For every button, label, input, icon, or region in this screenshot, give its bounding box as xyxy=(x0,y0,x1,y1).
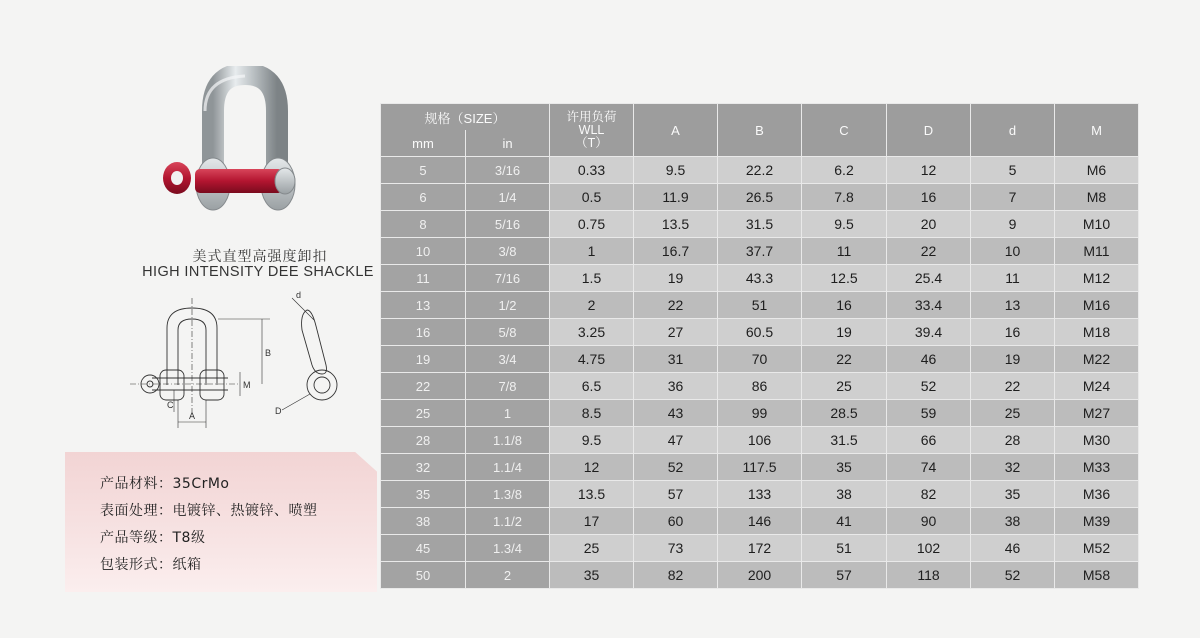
table-row xyxy=(381,427,1139,454)
table-cell: M39 xyxy=(1055,508,1139,535)
table-cell: 16 xyxy=(381,319,466,346)
table-cell: 6 xyxy=(381,184,466,211)
table-cell: 35 xyxy=(381,481,466,508)
table-cell: M58 xyxy=(1055,562,1139,589)
spec-packing: 包装形式：纸箱 xyxy=(100,557,202,573)
table-cell: 7/16 xyxy=(466,265,550,292)
table-cell: 11 xyxy=(381,265,466,292)
table-cell: 4.75 xyxy=(550,346,634,373)
table-cell: 37.7 xyxy=(718,238,802,265)
table-row xyxy=(381,535,1139,562)
spec-grade: 产品等级：T8级 xyxy=(100,530,206,546)
table-cell: 146 xyxy=(718,508,802,535)
table-cell: 7.8 xyxy=(802,184,887,211)
table-cell: 28 xyxy=(971,427,1055,454)
table-cell: M22 xyxy=(1055,346,1139,373)
table-cell: M30 xyxy=(1055,427,1139,454)
table-cell: 1.5 xyxy=(550,265,634,292)
table-cell: 52 xyxy=(887,373,971,400)
table-cell: 0.75 xyxy=(550,211,634,238)
table-cell: 11 xyxy=(802,238,887,265)
table-cell: 3/4 xyxy=(466,346,550,373)
table-cell: 47 xyxy=(634,427,718,454)
table-row xyxy=(381,157,1139,184)
drawing-label-b: B xyxy=(265,348,272,358)
product-name-en: HIGH INTENSITY DEE SHACKLE xyxy=(142,264,374,280)
table-cell: 13 xyxy=(971,292,1055,319)
table-cell: 12 xyxy=(550,454,634,481)
table-cell: 73 xyxy=(634,535,718,562)
table-cell: 5 xyxy=(971,157,1055,184)
table-row xyxy=(381,238,1139,265)
table-cell: 16 xyxy=(802,292,887,319)
table-cell: 1.1/4 xyxy=(466,454,550,481)
table-cell: 13.5 xyxy=(550,481,634,508)
table-row xyxy=(381,481,1139,508)
table-cell: 1.3/8 xyxy=(466,481,550,508)
drawing-label-m: M xyxy=(243,380,251,390)
table-cell: 45 xyxy=(381,535,466,562)
table-cell: 31 xyxy=(634,346,718,373)
table-cell: 0.33 xyxy=(550,157,634,184)
table-cell: 9.5 xyxy=(802,211,887,238)
table-cell: 25.4 xyxy=(887,265,971,292)
table-cell: 22 xyxy=(634,292,718,319)
table-cell: 7/8 xyxy=(466,373,550,400)
table-cell: 10 xyxy=(381,238,466,265)
table-cell: 28 xyxy=(381,427,466,454)
table-cell: 25 xyxy=(971,400,1055,427)
col-header-m: M xyxy=(1055,104,1139,157)
spec-material: 产品材料：35CrMo xyxy=(100,476,230,492)
table-cell: 90 xyxy=(887,508,971,535)
table-cell: 60 xyxy=(634,508,718,535)
table-header-row xyxy=(381,104,1139,131)
table-cell: 36 xyxy=(634,373,718,400)
table-cell: 52 xyxy=(634,454,718,481)
shackle-dimension-drawing-icon xyxy=(122,290,372,440)
table-cell: 22.2 xyxy=(718,157,802,184)
table-row xyxy=(381,508,1139,535)
table-cell: 9.5 xyxy=(550,427,634,454)
table-cell: 35 xyxy=(971,481,1055,508)
table-cell: 31.5 xyxy=(802,427,887,454)
table-row xyxy=(381,562,1139,589)
table-cell: 59 xyxy=(887,400,971,427)
table-cell: 51 xyxy=(802,535,887,562)
table-row xyxy=(381,346,1139,373)
table-cell: 32 xyxy=(381,454,466,481)
table-cell: 22 xyxy=(887,238,971,265)
table-cell: 13 xyxy=(381,292,466,319)
table-cell: M52 xyxy=(1055,535,1139,562)
table-cell: 2 xyxy=(466,562,550,589)
table-cell: 32 xyxy=(971,454,1055,481)
table-cell: 0.5 xyxy=(550,184,634,211)
d-shackle-photo-icon xyxy=(145,66,315,236)
table-cell: 106 xyxy=(718,427,802,454)
table-cell: 28.5 xyxy=(802,400,887,427)
in-header: in xyxy=(466,130,550,157)
table-cell: 82 xyxy=(887,481,971,508)
table-cell: 19 xyxy=(634,265,718,292)
table-cell: 5 xyxy=(381,157,466,184)
table-row xyxy=(381,184,1139,211)
table-cell: 60.5 xyxy=(718,319,802,346)
wll-header: 许用负荷 WLL （T） xyxy=(550,104,634,157)
col-header-b: B xyxy=(718,104,802,157)
table-cell: M12 xyxy=(1055,265,1139,292)
table-cell: 11.9 xyxy=(634,184,718,211)
table-cell: M6 xyxy=(1055,157,1139,184)
table-cell: M8 xyxy=(1055,184,1139,211)
table-cell: 25 xyxy=(550,535,634,562)
spec-table xyxy=(380,103,1139,589)
table-cell: 19 xyxy=(381,346,466,373)
table-row xyxy=(381,211,1139,238)
table-cell: M18 xyxy=(1055,319,1139,346)
table-cell: 57 xyxy=(802,562,887,589)
table-cell: 70 xyxy=(718,346,802,373)
table-cell: 50 xyxy=(381,562,466,589)
table-body xyxy=(381,157,1139,589)
table-cell: 82 xyxy=(634,562,718,589)
table-row xyxy=(381,292,1139,319)
table-cell: 16 xyxy=(887,184,971,211)
table-cell: 9 xyxy=(971,211,1055,238)
table-cell: 52 xyxy=(971,562,1055,589)
table-cell: 1.1/8 xyxy=(466,427,550,454)
table-cell: M10 xyxy=(1055,211,1139,238)
table-cell: 43.3 xyxy=(718,265,802,292)
drawing-label-d-big: D xyxy=(275,406,282,416)
table-cell: 117.5 xyxy=(718,454,802,481)
table-cell: 13.5 xyxy=(634,211,718,238)
table-cell: 39.4 xyxy=(887,319,971,346)
table-cell: 22 xyxy=(971,373,1055,400)
table-cell: 6.5 xyxy=(550,373,634,400)
product-name-cn: 美式直型高强度卸扣 xyxy=(192,249,328,265)
table-cell: 9.5 xyxy=(634,157,718,184)
table-cell: 3/8 xyxy=(466,238,550,265)
table-cell: 172 xyxy=(718,535,802,562)
table-cell: 6.2 xyxy=(802,157,887,184)
table-row xyxy=(381,400,1139,427)
table-cell: 102 xyxy=(887,535,971,562)
table-cell: 22 xyxy=(802,346,887,373)
table-cell: 10 xyxy=(971,238,1055,265)
spec-surface: 表面处理：电镀锌、热镀锌、喷塑 xyxy=(100,503,318,519)
table-cell: 46 xyxy=(971,535,1055,562)
table-cell: 3.25 xyxy=(550,319,634,346)
table-cell: 74 xyxy=(887,454,971,481)
drawing-label-a: A xyxy=(189,411,196,421)
table-cell: 12 xyxy=(887,157,971,184)
table-cell: 66 xyxy=(887,427,971,454)
table-cell: 8.5 xyxy=(550,400,634,427)
table-cell: 27 xyxy=(634,319,718,346)
table-row xyxy=(381,373,1139,400)
table-row xyxy=(381,319,1139,346)
table-cell: M24 xyxy=(1055,373,1139,400)
col-header-a: A xyxy=(634,104,718,157)
table-cell: 1.1/2 xyxy=(466,508,550,535)
table-cell: 41 xyxy=(802,508,887,535)
table-cell: 2 xyxy=(550,292,634,319)
table-cell: 1/2 xyxy=(466,292,550,319)
size-header: 规格（SIZE） xyxy=(381,104,550,131)
table-cell: 25 xyxy=(381,400,466,427)
table-cell: M16 xyxy=(1055,292,1139,319)
table-cell: M11 xyxy=(1055,238,1139,265)
table-cell: 16 xyxy=(971,319,1055,346)
table-cell: 46 xyxy=(887,346,971,373)
table-row xyxy=(381,265,1139,292)
table-cell: 20 xyxy=(887,211,971,238)
table-cell: 38 xyxy=(971,508,1055,535)
table-cell: 1 xyxy=(466,400,550,427)
table-cell: 31.5 xyxy=(718,211,802,238)
table-cell: 1 xyxy=(550,238,634,265)
col-header-c: C xyxy=(802,104,887,157)
table-cell: 1.3/4 xyxy=(466,535,550,562)
table-cell: 33.4 xyxy=(887,292,971,319)
table-cell: 133 xyxy=(718,481,802,508)
drawing-label-c: C xyxy=(167,400,174,410)
table-cell: 200 xyxy=(718,562,802,589)
table-cell: 57 xyxy=(634,481,718,508)
table-cell: 5/8 xyxy=(466,319,550,346)
drawing-label-d-small: d xyxy=(296,290,302,300)
table-cell: 99 xyxy=(718,400,802,427)
table-cell: 19 xyxy=(971,346,1055,373)
table-cell: 51 xyxy=(718,292,802,319)
table-cell: 16.7 xyxy=(634,238,718,265)
table-cell: M36 xyxy=(1055,481,1139,508)
table-cell: 86 xyxy=(718,373,802,400)
table-cell: 19 xyxy=(802,319,887,346)
col-header-d-small: d xyxy=(971,104,1055,157)
table-cell: 38 xyxy=(802,481,887,508)
table-cell: M27 xyxy=(1055,400,1139,427)
table-cell: 43 xyxy=(634,400,718,427)
table-cell: 3/16 xyxy=(466,157,550,184)
table-cell: 26.5 xyxy=(718,184,802,211)
table-cell: 12.5 xyxy=(802,265,887,292)
mm-header: mm xyxy=(381,130,466,157)
table-cell: 17 xyxy=(550,508,634,535)
table-cell: 25 xyxy=(802,373,887,400)
table-row xyxy=(381,454,1139,481)
table-cell: 35 xyxy=(550,562,634,589)
col-header-d-big: D xyxy=(887,104,971,157)
table-cell: M33 xyxy=(1055,454,1139,481)
table-cell: 22 xyxy=(381,373,466,400)
table-cell: 1/4 xyxy=(466,184,550,211)
table-cell: 38 xyxy=(381,508,466,535)
table-cell: 118 xyxy=(887,562,971,589)
table-cell: 35 xyxy=(802,454,887,481)
table-cell: 5/16 xyxy=(466,211,550,238)
table-cell: 7 xyxy=(971,184,1055,211)
table-cell: 11 xyxy=(971,265,1055,292)
table-cell: 8 xyxy=(381,211,466,238)
